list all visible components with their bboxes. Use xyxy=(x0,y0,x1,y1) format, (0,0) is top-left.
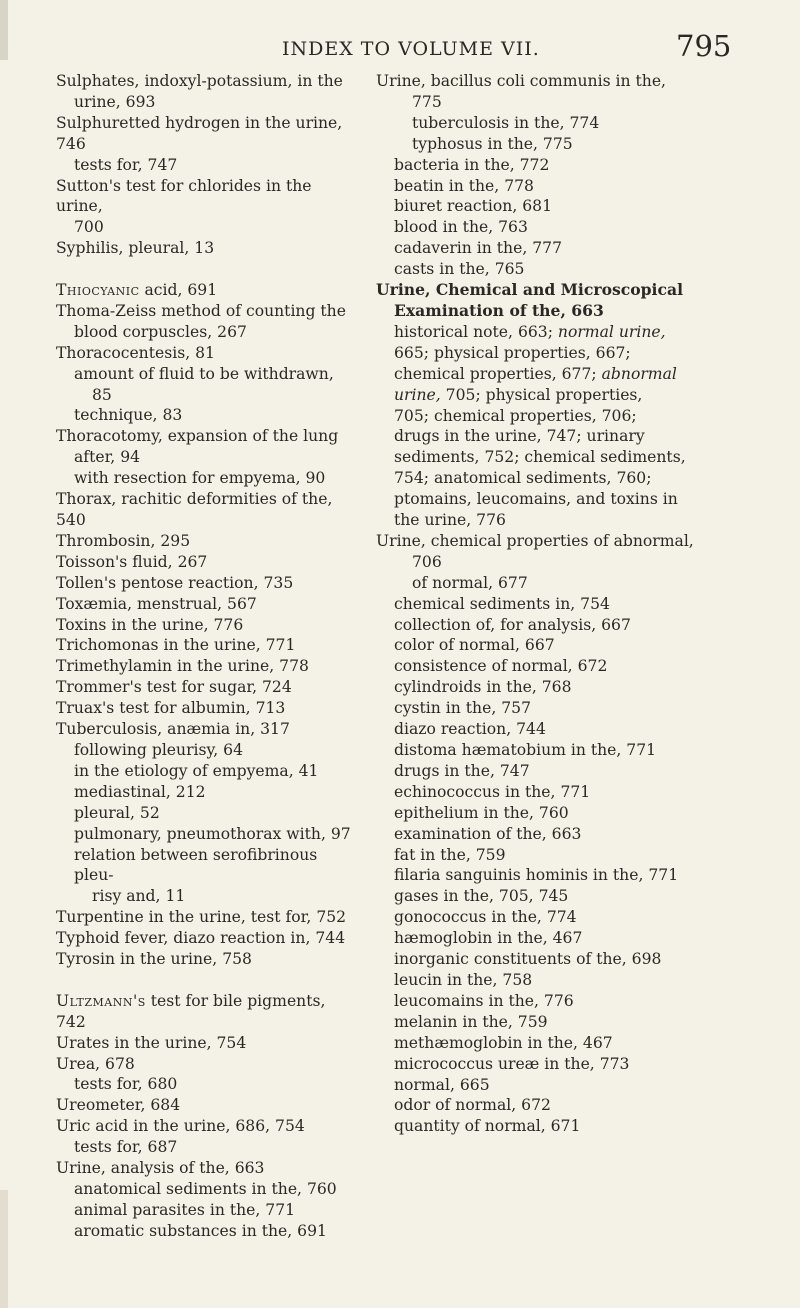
index-entry: Thorax, rachitic deformities of the, 540 xyxy=(56,490,333,530)
page-number: 795 xyxy=(676,29,732,63)
index-subentry: epithelium in the, 760 xyxy=(394,803,569,822)
index-subentry: typhosus in the, 775 xyxy=(412,134,573,153)
index-subentry: animal parasites in the, 771 xyxy=(74,1200,296,1219)
index-column-left xyxy=(56,71,356,1242)
index-entry: Sulphuretted hydrogen in the urine, 746 xyxy=(56,113,343,153)
index-entry: Urates in the urine, 754 xyxy=(56,1033,247,1052)
index-subentry: with resection for empyema, 90 xyxy=(74,469,326,488)
index-subentry: casts in the, 765 xyxy=(394,260,525,279)
index-subentry: leucomains in the, 776 xyxy=(394,991,574,1010)
index-entry: Thoracotomy, expansion of the lung xyxy=(56,427,339,446)
entry-text: chemical properties, 677; xyxy=(394,364,602,383)
index-entry: Tollen's pentose reaction, 735 xyxy=(56,573,294,592)
index-entry-continuation: after, 94 xyxy=(74,448,141,467)
index-subentry: odor of normal, 672 xyxy=(394,1096,551,1115)
small-caps-heading: Ultzmann's xyxy=(56,991,146,1010)
index-subentry: amount of fluid to be withdrawn, xyxy=(74,364,334,383)
italic-text: abnormal xyxy=(601,364,677,383)
index-subentry: cylindroids in the, 768 xyxy=(394,678,572,697)
index-entry: Typhoid fever, diazo reaction in, 744 xyxy=(56,929,346,948)
index-subentry: aromatic substances in the, 691 xyxy=(74,1221,327,1240)
index-main-heading: Urine, Chemical and Microscopical xyxy=(376,280,683,300)
index-subentry: quantity of normal, 671 xyxy=(394,1117,581,1136)
index-subentry: cadaverin in the, 777 xyxy=(394,239,562,258)
index-subentry: tests for, 747 xyxy=(74,155,178,174)
running-header xyxy=(0,26,800,62)
index-subentry: tuberculosis in the, 774 xyxy=(412,113,600,132)
index-entry-continuation: urine, 693 xyxy=(74,92,156,111)
index-paragraph-line: ptomains, leucomains, and toxins in xyxy=(394,490,678,509)
section-gap xyxy=(56,259,356,280)
index-entry: Thoracocentesis, 81 xyxy=(56,343,215,362)
index-subentry: collection of, for analysis, 667 xyxy=(394,615,631,634)
index-entry: Sutton's test for chlorides in the urine, xyxy=(56,176,312,216)
index-subentry: filaria sanguinis hominis in the, 771 xyxy=(394,866,679,885)
index-paragraph-line: the urine, 776 xyxy=(394,511,506,530)
index-entry: Tuberculosis, anæmia in, 317 xyxy=(56,720,290,739)
index-subentry: hæmoglobin in the, 467 xyxy=(394,929,583,948)
index-subentry: normal, 665 xyxy=(394,1075,490,1094)
index-subentry: inorganic constituents of the, 698 xyxy=(394,950,662,969)
index-entry: Urine, analysis of the, 663 xyxy=(56,1159,265,1178)
index-paragraph-line xyxy=(376,364,716,385)
index-subentry: fat in the, 759 xyxy=(394,845,506,864)
index-paragraph-line xyxy=(376,322,716,343)
index-subentry: bacteria in the, 772 xyxy=(394,155,550,174)
entry-text: test for bile pigments, 742 xyxy=(56,991,326,1031)
index-paragraph-line: sediments, 752; chemical sediments, xyxy=(394,448,686,467)
index-subentry: relation between serofibrinous pleu- xyxy=(74,845,318,885)
section-gap xyxy=(56,970,356,991)
index-subentry: of normal, 677 xyxy=(412,573,528,592)
index-subentry: color of normal, 667 xyxy=(394,636,555,655)
index-entry: Trimethylamin in the urine, 778 xyxy=(56,657,309,676)
index-subentry: drugs in the, 747 xyxy=(394,761,530,780)
entry-text: acid, 691 xyxy=(139,281,218,300)
index-entry: Ureometer, 684 xyxy=(56,1096,181,1115)
index-subentry: pulmonary, pneumothorax with, 97 xyxy=(74,824,351,843)
index-main-heading-continuation: Examination of the, 663 xyxy=(394,300,604,320)
index-subentry: examination of the, 663 xyxy=(394,824,582,843)
index-subentry: diazo reaction, 744 xyxy=(394,720,546,739)
index-paragraph-line: 754; anatomical sediments, 760; xyxy=(394,469,652,488)
index-entry-continuation: 706 xyxy=(412,552,442,571)
index-entry xyxy=(56,280,356,301)
index-entry: Toxæmia, menstrual, 567 xyxy=(56,594,257,613)
index-subentry: chemical sediments in, 754 xyxy=(394,594,610,613)
index-entry-continuation: 85 xyxy=(92,385,112,404)
header-title: INDEX TO VOLUME VII. xyxy=(282,38,540,60)
index-entry-continuation: 700 xyxy=(74,218,104,237)
index-subentry: blood in the, 763 xyxy=(394,218,528,237)
index-entry: Thoma-Zeiss method of counting the xyxy=(56,301,346,320)
index-subentry: tests for, 680 xyxy=(74,1075,178,1094)
index-subentry: anatomical sediments in the, 760 xyxy=(74,1180,337,1198)
index-entry: Syphilis, pleural, 13 xyxy=(56,239,215,258)
index-subentry: pleural, 52 xyxy=(74,803,160,822)
index-subentry: cystin in the, 757 xyxy=(394,699,532,718)
index-entry: Toisson's fluid, 267 xyxy=(56,552,208,571)
index-subentry: mediastinal, 212 xyxy=(74,782,206,801)
italic-text: normal urine, xyxy=(557,322,666,341)
index-entry-continuation: risy and, 11 xyxy=(92,887,186,906)
index-subentry: gases in the, 705, 745 xyxy=(394,887,569,906)
index-subentry: biuret reaction, 681 xyxy=(394,197,552,216)
index-subentry: tests for, 687 xyxy=(74,1138,178,1157)
index-entry-continuation: 775 xyxy=(412,92,442,111)
index-subentry: micrococcus ureæ in the, 773 xyxy=(394,1054,630,1073)
index-subentry: leucin in the, 758 xyxy=(394,970,533,989)
index-entry: Sulphates, indoxyl-potassium, in the xyxy=(56,72,343,90)
small-caps-heading: Thiocyanic xyxy=(56,281,140,300)
index-subentry: echinococcus in the, 771 xyxy=(394,782,591,801)
entry-text: historical note, 663; xyxy=(394,322,558,341)
index-entry: Urine, bacillus coli communis in the, xyxy=(376,72,667,90)
entry-text: 705; physical properties, xyxy=(440,385,643,404)
index-subentry: following pleurisy, 64 xyxy=(74,740,244,759)
index-subentry: methæmoglobin in the, 467 xyxy=(394,1033,613,1052)
index-entry: Urine, chemical properties of abnormal, xyxy=(376,531,694,550)
index-subentry: beatin in the, 778 xyxy=(394,176,534,195)
index-paragraph-line: 705; chemical properties, 706; xyxy=(394,406,637,425)
italic-text: urine, xyxy=(394,385,441,404)
index-subentry: consistence of normal, 672 xyxy=(394,657,608,676)
index-subentry: in the etiology of empyema, 41 xyxy=(74,761,319,780)
index-entry: Truax's test for albumin, 713 xyxy=(56,699,286,718)
index-entry: Turpentine in the urine, test for, 752 xyxy=(56,908,347,927)
index-subentry: melanin in the, 759 xyxy=(394,1012,548,1031)
index-subentry: technique, 83 xyxy=(74,406,183,425)
index-entry: Trommer's test for sugar, 724 xyxy=(56,678,292,697)
index-entry: Trichomonas in the urine, 771 xyxy=(56,636,296,655)
index-entry-continuation: blood corpuscles, 267 xyxy=(74,322,247,341)
index-column-right xyxy=(376,71,716,1137)
index-paragraph-line: 665; physical properties, 667; xyxy=(394,343,631,362)
index-entry: Toxins in the urine, 776 xyxy=(56,615,244,634)
index-entry: Tyrosin in the urine, 758 xyxy=(56,950,252,969)
index-entry: Uric acid in the urine, 686, 754 xyxy=(56,1117,305,1136)
index-paragraph-line xyxy=(376,385,716,406)
index-entry xyxy=(56,991,356,1033)
index-entry: Thrombosin, 295 xyxy=(56,531,191,550)
index-paragraph-line: drugs in the urine, 747; urinary xyxy=(394,427,645,446)
index-entry: Urea, 678 xyxy=(56,1054,135,1073)
page-edge-shadow xyxy=(0,1190,8,1308)
index-subentry: distoma hæmatobium in the, 771 xyxy=(394,741,657,759)
index-subentry: gonococcus in the, 774 xyxy=(394,908,577,927)
